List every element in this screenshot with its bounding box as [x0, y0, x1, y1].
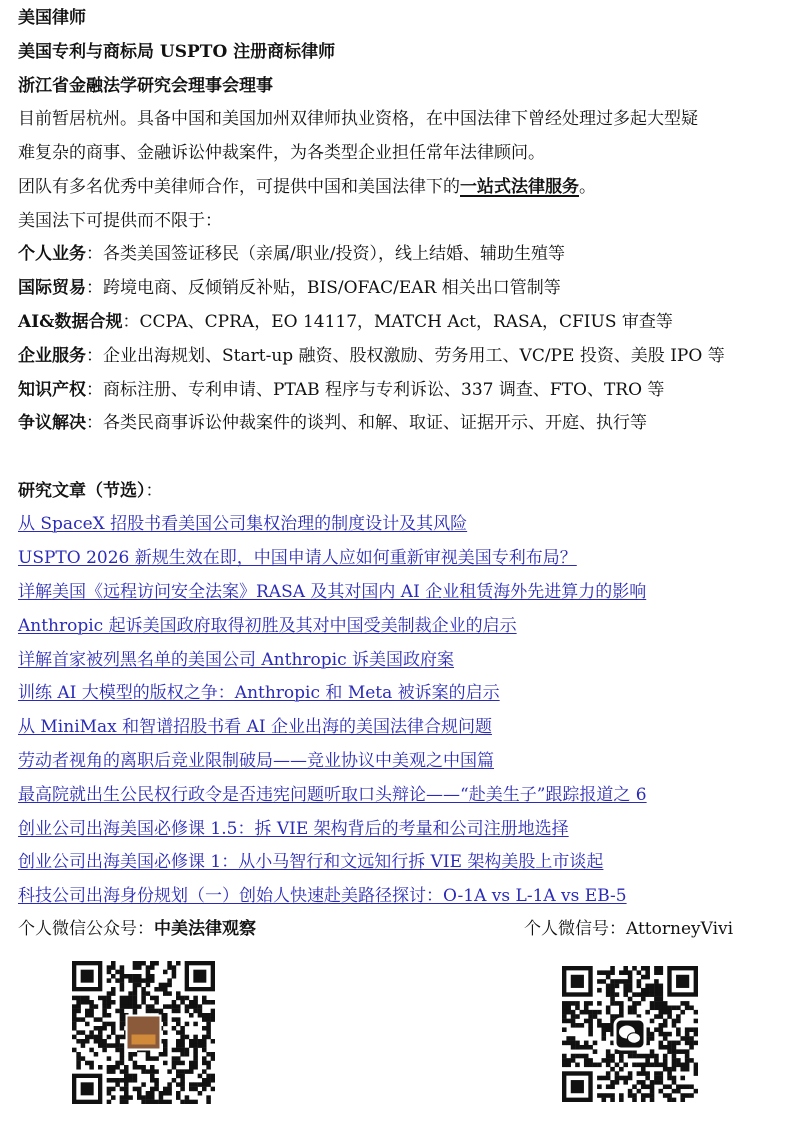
- service-text: 跨境电商、反倾销反补贴，BIS/OFAC/EAR 相关出口管制等: [103, 278, 561, 298]
- article-link[interactable]: USPTO 2026 新规生效在即，中国申请人应如何重新审视美国专利布局？: [18, 548, 577, 568]
- article-link[interactable]: 训练 AI 大模型的版权之争：Anthropic 和 Meta 被诉案的启示: [18, 683, 500, 703]
- profile-subtitle-uspto: 美国专利与商标局 USPTO 注册商标律师: [18, 42, 336, 62]
- article-link[interactable]: 从 SpaceX 招股书看美国公司集权治理的制度设计及其风险: [18, 514, 468, 534]
- service-sep: ：: [86, 278, 103, 298]
- article-link[interactable]: 创业公司出海美国必修课 1.5：拆 VIE 架构背后的考量和公司注册地选择: [18, 819, 569, 839]
- profile-title: 美国律师: [18, 8, 86, 28]
- profile-subtitle-association: 浙江省金融法学研究会理事会理事: [18, 76, 273, 96]
- qr-code-with-wechat-logo-icon: [562, 966, 698, 1102]
- team-paragraph: [18, 175, 596, 199]
- wechat-official-account: [18, 917, 256, 941]
- article-link[interactable]: 科技公司出海身份规划（一）创始人快速赴美路径探讨：O-1A vs L-1A vs EB-5: [18, 886, 627, 906]
- service-sep: ：: [86, 244, 103, 264]
- intro-line-1: 目前暂居杭州。具备中国和美国加州双律师执业资格，在中国法律下曾经处理过多起大型疑: [18, 109, 698, 129]
- article-link[interactable]: Anthropic 起诉美国政府取得初胜及其对中国受美制裁企业的启示: [18, 616, 517, 636]
- article-link[interactable]: 创业公司出海美国必修课 1：从小马智行和文远知行拆 VIE 架构美股上市谈起: [18, 852, 604, 872]
- wechat-personal-value: AttorneyVivi: [626, 919, 734, 939]
- service-label: 个人业务: [18, 244, 86, 264]
- service-row: [18, 242, 565, 266]
- service-text: 企业出海规划、Start-up 融资、股权激励、劳务用工、VC/PE 投资、美股 IPO 等: [103, 346, 725, 366]
- article-link[interactable]: 从 MiniMax 和智谱招股书看 AI 企业出海的美国法律合规问题: [18, 717, 492, 737]
- wechat-official-value: 中美法律观察: [154, 919, 256, 939]
- team-suffix: 。: [579, 177, 596, 197]
- qr-code-with-photo-icon: [72, 961, 215, 1104]
- team-prefix: 团队有多名优秀中美律师合作，可提供中国和美国法律下的: [18, 177, 460, 197]
- wechat-personal-label: 个人微信号：: [524, 919, 626, 939]
- articles-heading-text: 研究文章（节选）: [18, 481, 146, 501]
- service-label: 国际贸易: [18, 278, 86, 298]
- articles-heading: [18, 479, 163, 503]
- wechat-personal-id: [524, 917, 733, 941]
- wechat-official-label: 个人微信公众号：: [18, 919, 154, 939]
- service-text: CCPA、CPRA，EO 14117，MATCH Act，RASA，CFIUS 审查等: [139, 312, 673, 332]
- articles-heading-suffix: ：: [145, 481, 163, 501]
- service-sep: ：: [86, 413, 103, 433]
- service-sep: ：: [86, 380, 103, 400]
- service-label: 知识产权: [18, 380, 86, 400]
- service-row: [18, 276, 561, 300]
- article-link[interactable]: 详解首家被列黑名单的美国公司 Anthropic 诉美国政府案: [18, 650, 455, 670]
- service-text: 各类民商事诉讼仲裁案件的谈判、和解、取证、证据开示、开庭、执行等: [103, 413, 647, 433]
- service-row: [18, 378, 664, 402]
- service-text: 各类美国签证移民（亲属/职业/投资），线上结婚、辅助生殖等: [103, 244, 565, 264]
- service-label: AI&数据合规: [18, 312, 123, 332]
- article-link[interactable]: 劳动者视角的离职后竞业限制破局——竞业协议中美观之中国篇: [18, 751, 494, 771]
- service-label: 企业服务: [18, 346, 86, 366]
- one-stop-service-highlight: 一站式法律服务: [460, 177, 579, 197]
- service-sep: ：: [86, 346, 103, 366]
- scope-intro: 美国法下可提供而不限于：: [18, 211, 222, 231]
- article-link[interactable]: 详解美国《远程访问安全法案》RASA 及其对国内 AI 企业租赁海外先进算力的影响: [18, 582, 647, 602]
- service-row: [18, 344, 725, 368]
- service-label: 争议解决: [18, 413, 86, 433]
- intro-line-2: 难复杂的商事、金融诉讼仲裁案件，为各类型企业担任常年法律顾问。: [18, 143, 545, 163]
- service-row: [18, 411, 647, 435]
- article-link[interactable]: 最高院就出生公民权行政令是否违宪问题听取口头辩论——“赴美生子”跟踪报道之 6: [18, 785, 647, 805]
- service-sep: ：: [122, 312, 140, 332]
- service-row: [18, 310, 673, 334]
- service-text: 商标注册、专利申请、PTAB 程序与专利诉讼、337 调查、FTO、TRO 等: [103, 380, 665, 400]
